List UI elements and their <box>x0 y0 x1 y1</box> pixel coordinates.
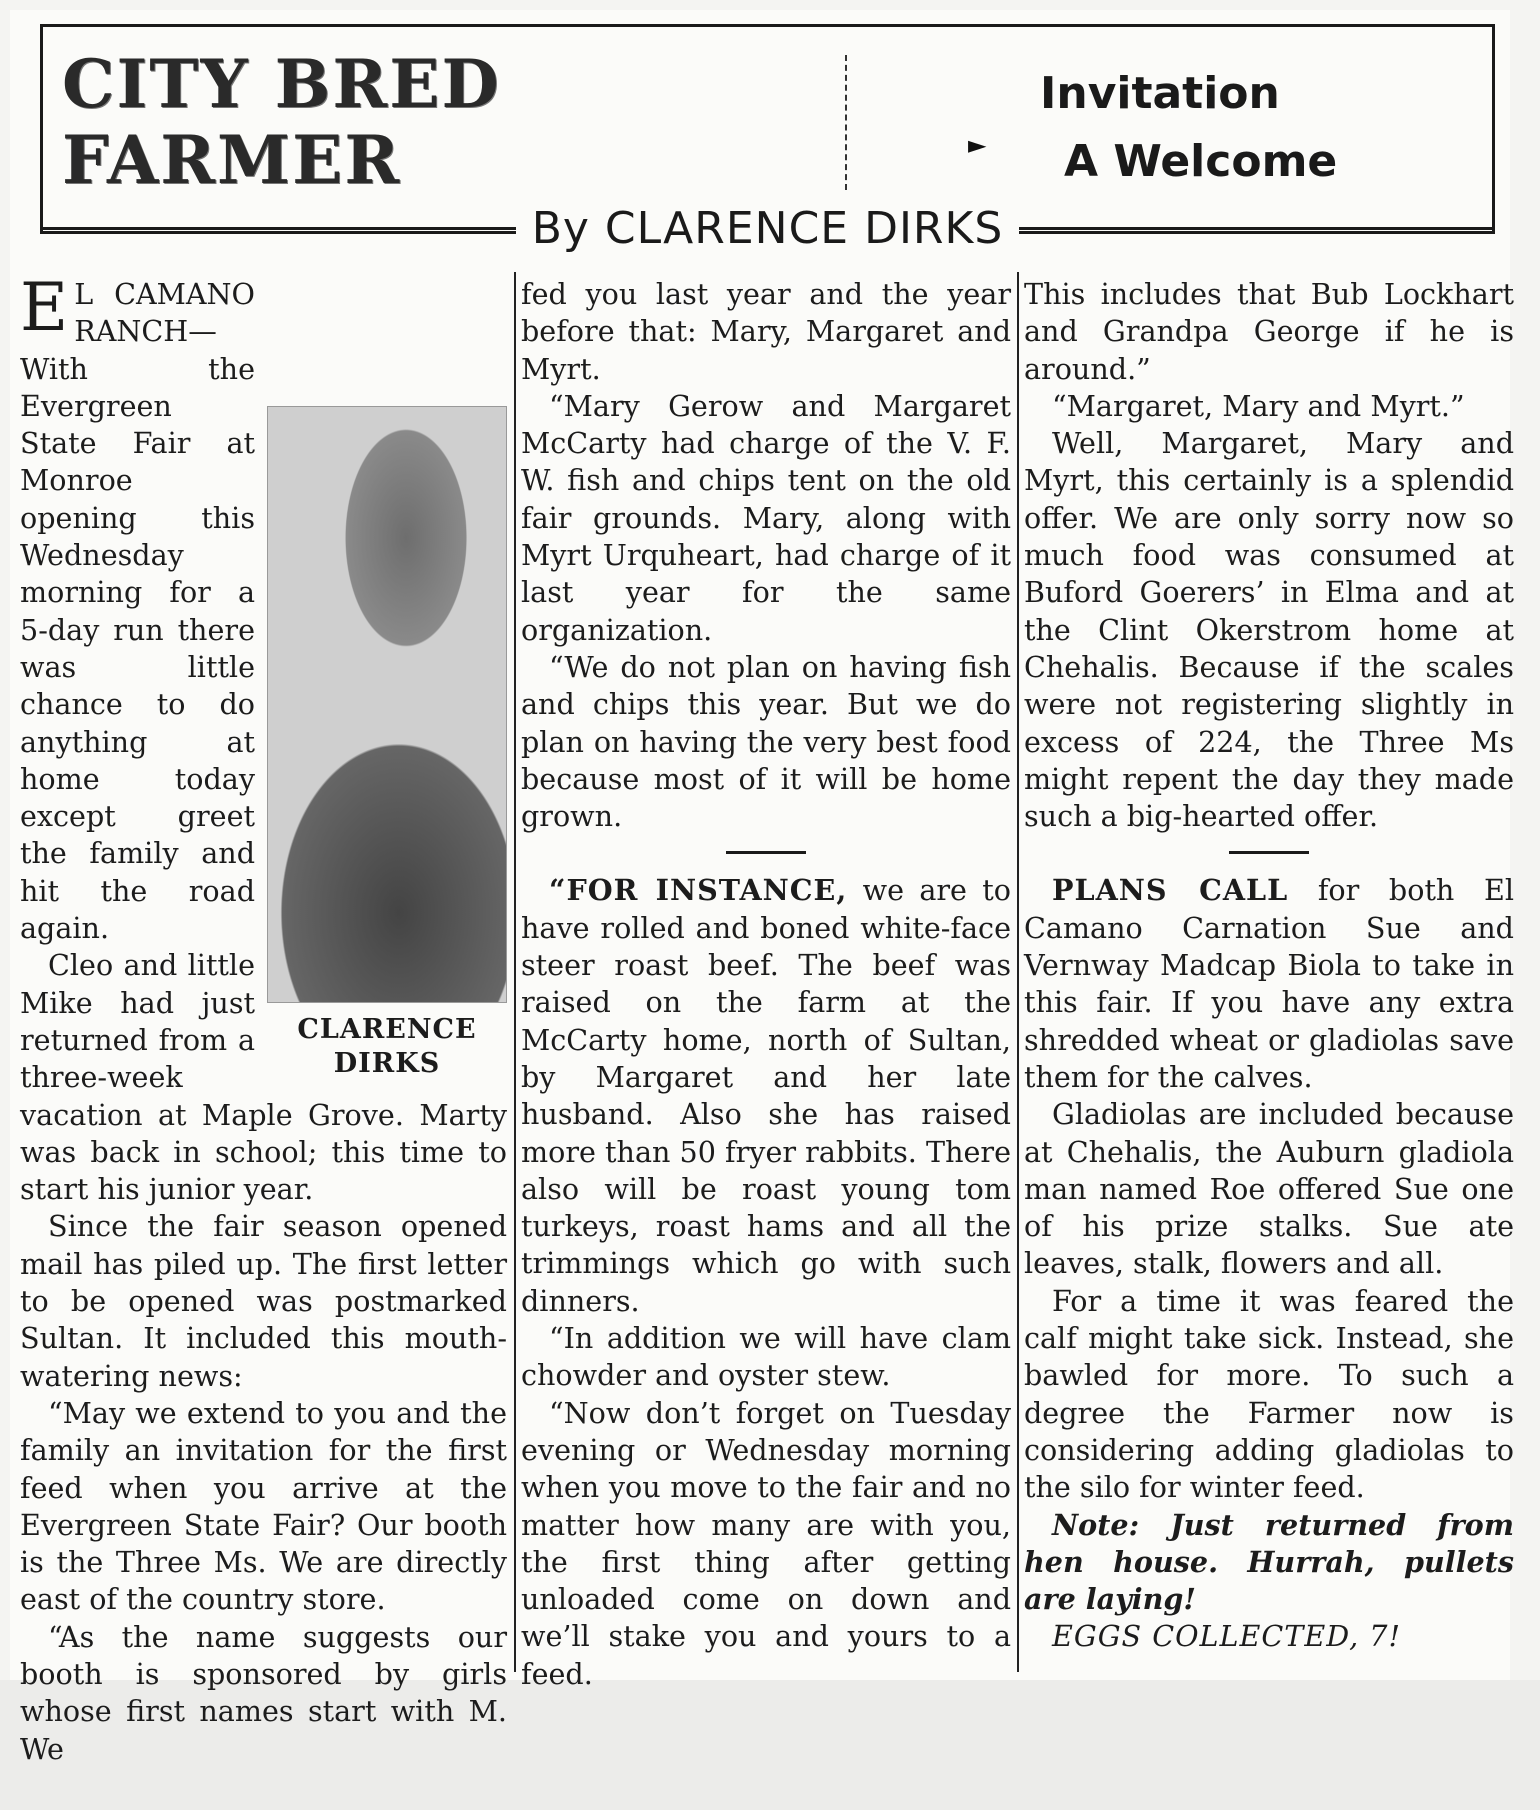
teaser-line-1: Invitation <box>1040 68 1280 119</box>
photo-caption <box>267 1013 507 1081</box>
arrow-bullet-icon: ► <box>968 131 987 159</box>
author-photo-block <box>267 406 507 1081</box>
byline: By CLARENCE DIRKS <box>516 203 1020 254</box>
subhead-lead: “FOR INSTANCE, <box>549 873 848 908</box>
author-photo <box>267 406 507 1003</box>
paragraph: Since the fair season opened mail has piled up. The first letter to be opened was postmarked Sultan. It included this mouth-watering news: <box>20 1209 507 1393</box>
column-masthead <box>62 46 501 198</box>
paragraph-text: for both El Camano Carnation Sue and Vernway Madcap Biola to take in this fair. If you have any extra shredded wheat or gladiolas save them for the calves. <box>1024 873 1514 1094</box>
byline-rule-left <box>40 227 516 230</box>
paragraph: For a time it was feared the calf might take sick. Instead, she bawled for more. To such a degree the Farmer now is considering adding gladiolas to the silo for winter feed. <box>1024 1283 1514 1505</box>
byline-row <box>40 198 1495 258</box>
paragraph <box>1024 872 1514 1096</box>
caption-line-2: DIRKS <box>333 1048 441 1079</box>
paragraph: “Mary Gerow and Margaret McCarty had charge of the V. F. W. fish and chips tent on the old fair grounds. Mary, along with Myrt Urquheart, had charge of it last year for the same organization. <box>521 388 1011 647</box>
paragraph: This includes that Bub Lockhart and Grandpa George if he is around.” <box>1024 277 1514 386</box>
section-separator <box>726 851 806 854</box>
closing-note: Note: Just returned from hen house. Hurrah, pullets are laying! <box>1024 1507 1514 1617</box>
article-column-1-text <box>20 269 507 1768</box>
paragraph: “May we extend to you and the family an invitation for the first feed when you arrive at the Evergreen State Fair? Our booth is the Three Ms. We are directly east of the country store. <box>20 1395 507 1617</box>
paragraph-text: L CAMANO RANCH—With the Evergreen State Fair at Monroe opening this Wednesday morning for a 5-day run there was little chance to do anything at home today except greet the family and hit the road again. <box>20 277 255 946</box>
headline-teaser <box>1040 60 1340 196</box>
masthead-line-1: CITY BRED <box>62 45 501 123</box>
paragraph: fed you last year and the year before that: Mary, Margaret and Myrt. <box>521 277 1011 386</box>
eggs-collected: EGGS COLLECTED, 7! <box>1052 1619 1401 1654</box>
article-column-3 <box>1024 276 1514 1656</box>
teaser-line-2: A Welcome <box>1064 136 1338 187</box>
article-column-2 <box>521 276 1011 1693</box>
subhead-lead: PLANS CALL <box>1052 873 1289 908</box>
paragraph: Well, Margaret, Mary and Myrt, this certainly is a splendid offer. We are only sorry now so much food was consumed at Buford Goerers’ in Elma and at the Clint Okerstrom home at Chehalis. Because if the scales were not registering slightly in excess of 224, the Three Ms might repent the day they made such a big-hearted offer. <box>1024 426 1514 834</box>
column-rule-2 <box>1017 272 1019 1672</box>
paragraph: “Now don’t forget on Tuesday evening or Wednesday morning when you move to the fair and no matter how many are with you, the first thing after getting unloaded come on down and we’ll stake you and yours to a feed. <box>521 1395 1011 1691</box>
paragraph: “As the name suggests our booth is sponsored by girls whose first names start with M. We <box>20 1619 507 1766</box>
masthead-line-2: FARMER <box>62 121 402 199</box>
byline-rule-right <box>1019 227 1495 230</box>
paragraph-text: we are to have rolled and boned white-face steer roast beef. The beef was raised on the farm at the McCarty home, north of Sultan, by Margaret and her late husband. Also she has raised more than 50 fryer rabbits. There also will be roast young tom turkeys, roast hams and all the trimmings which go with such dinners. <box>521 873 1011 1318</box>
paragraph: “We do not plan on having fish and chips this year. But we do plan on having the very best food because most of it will be home grown. <box>521 649 1011 834</box>
paragraph: Cleo and little Mike had just returned from a three-week vacation at Maple Grove. Marty was back in school; this time to start his junior year. <box>20 948 507 1207</box>
paragraph: “Margaret, Mary and Myrt.” <box>1052 388 1465 423</box>
header-divider <box>845 55 849 190</box>
section-separator <box>1229 851 1309 854</box>
paragraph: Gladiolas are included because at Chehalis, the Auburn gladiola man named Roe offered Sue one of his prize stalks. Sue ate leaves, stalk, flowers and all. <box>1024 1097 1514 1281</box>
caption-line-1: CLARENCE <box>297 1014 477 1045</box>
drop-cap: E <box>20 269 69 346</box>
column-rule-1 <box>514 272 516 1672</box>
paragraph: “In addition we will have clam chowder and oyster stew. <box>521 1321 1011 1393</box>
paragraph <box>521 872 1011 1320</box>
